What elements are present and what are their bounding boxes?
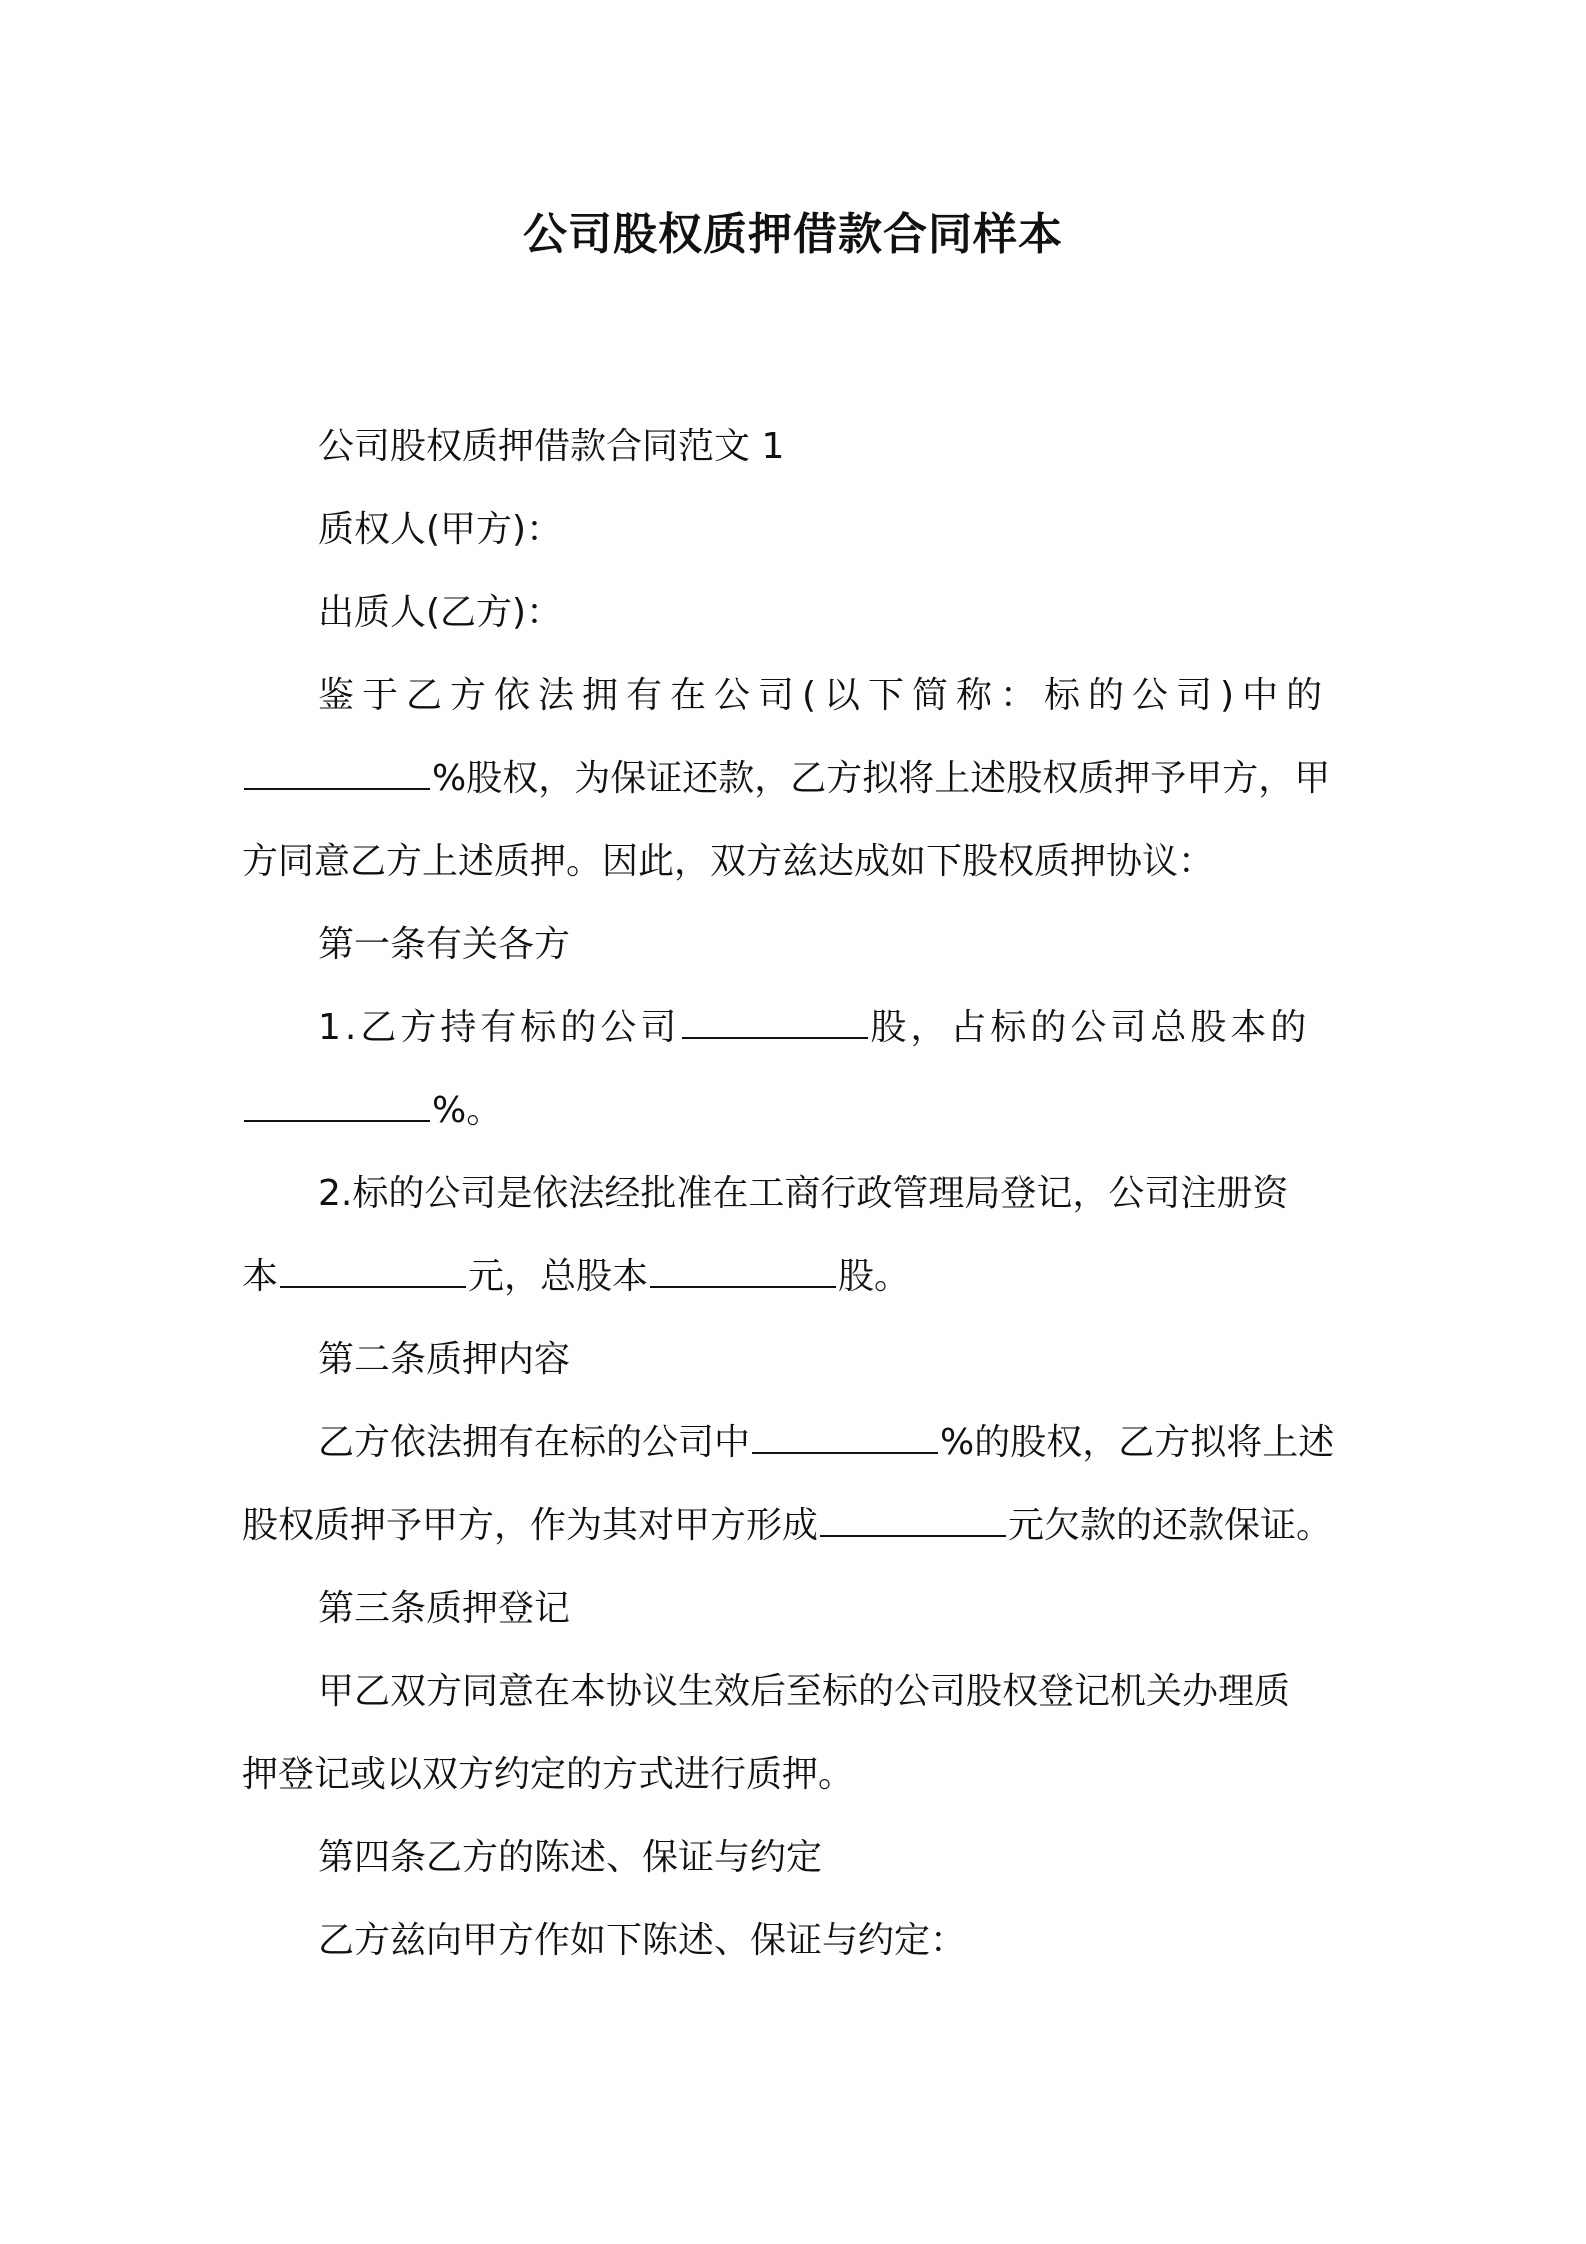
article-4-line-1: 乙方兹向甲方作如下陈述、保证与约定： bbox=[318, 1920, 967, 1961]
article-2-line-1-prefix: 乙方依法拥有在标的公司中 bbox=[318, 1422, 751, 1463]
blank-underline bbox=[682, 1007, 868, 1039]
article-1-item-2-mid: 元，总股本 bbox=[468, 1256, 649, 1297]
article-1-item-2-prefix: 本 bbox=[242, 1256, 279, 1297]
article-2-line-2 bbox=[242, 1484, 1350, 1567]
article-2-line-1 bbox=[242, 1401, 1350, 1484]
article-2-line-2-prefix: 股权质押予甲方，作为其对甲方形成 bbox=[242, 1505, 819, 1546]
article-1-item-2: 2.标的公司是依法经批准在工商行政管理局登记，公司注册资 bbox=[318, 1173, 1289, 1214]
article-3-heading: 第三条质押登记 bbox=[318, 1588, 571, 1629]
sample-heading: 公司股权质押借款合同范文 1 bbox=[318, 426, 785, 467]
blank-underline bbox=[752, 1422, 938, 1454]
article-1-item-1 bbox=[242, 986, 1350, 1069]
article-3-line-1: 甲乙双方同意在本协议生效后至标的公司股权登记机关办理质 bbox=[318, 1671, 1291, 1712]
pledgee-line: 质权人(甲方)： bbox=[318, 509, 563, 550]
article-3-line-2: 押登记或以双方约定的方式进行质押。 bbox=[242, 1754, 855, 1795]
article-1-item-1-mid: 股，占标的公司总股本的 bbox=[870, 1007, 1311, 1048]
article-1-heading: 第一条有关各方 bbox=[318, 924, 571, 965]
article-4-heading: 第四条乙方的陈述、保证与约定 bbox=[318, 1837, 823, 1878]
article-2-line-1-suffix: %的股权，乙方拟将上述 bbox=[940, 1422, 1335, 1463]
preamble-line-1: 鉴于乙方依法拥有在公司(以下简称：标的公司)中的 bbox=[318, 675, 1331, 716]
article-1-item-2-cont bbox=[242, 1235, 1350, 1318]
article-1-item-1-cont bbox=[242, 1069, 1350, 1152]
blank-underline bbox=[820, 1505, 1006, 1537]
document-title: 公司股权质押借款合同样本 bbox=[523, 209, 1063, 260]
document-body bbox=[242, 405, 1350, 1982]
preamble-line-2 bbox=[242, 737, 1350, 820]
pledgor-line: 出质人(乙方)： bbox=[318, 592, 563, 633]
article-2-line-2-suffix: 元欠款的还款保证。 bbox=[1008, 1505, 1333, 1546]
blank-underline bbox=[280, 1256, 466, 1288]
article-1-item-2-suffix: 股。 bbox=[838, 1256, 911, 1297]
article-1-item-1-prefix: 1.乙方持有标的公司 bbox=[318, 1007, 681, 1048]
preamble-line-3: 方同意乙方上述质押。因此，双方兹达成如下股权质押协议： bbox=[242, 841, 1215, 882]
blank-underline bbox=[244, 1090, 430, 1122]
blank-underline bbox=[650, 1256, 836, 1288]
blank-underline bbox=[244, 758, 430, 790]
article-1-item-1-suffix: %。 bbox=[432, 1090, 503, 1131]
preamble-line-2-text: %股权，为保证还款，乙方拟将上述股权质押予甲方，甲 bbox=[432, 758, 1331, 799]
article-2-heading: 第二条质押内容 bbox=[318, 1339, 571, 1380]
